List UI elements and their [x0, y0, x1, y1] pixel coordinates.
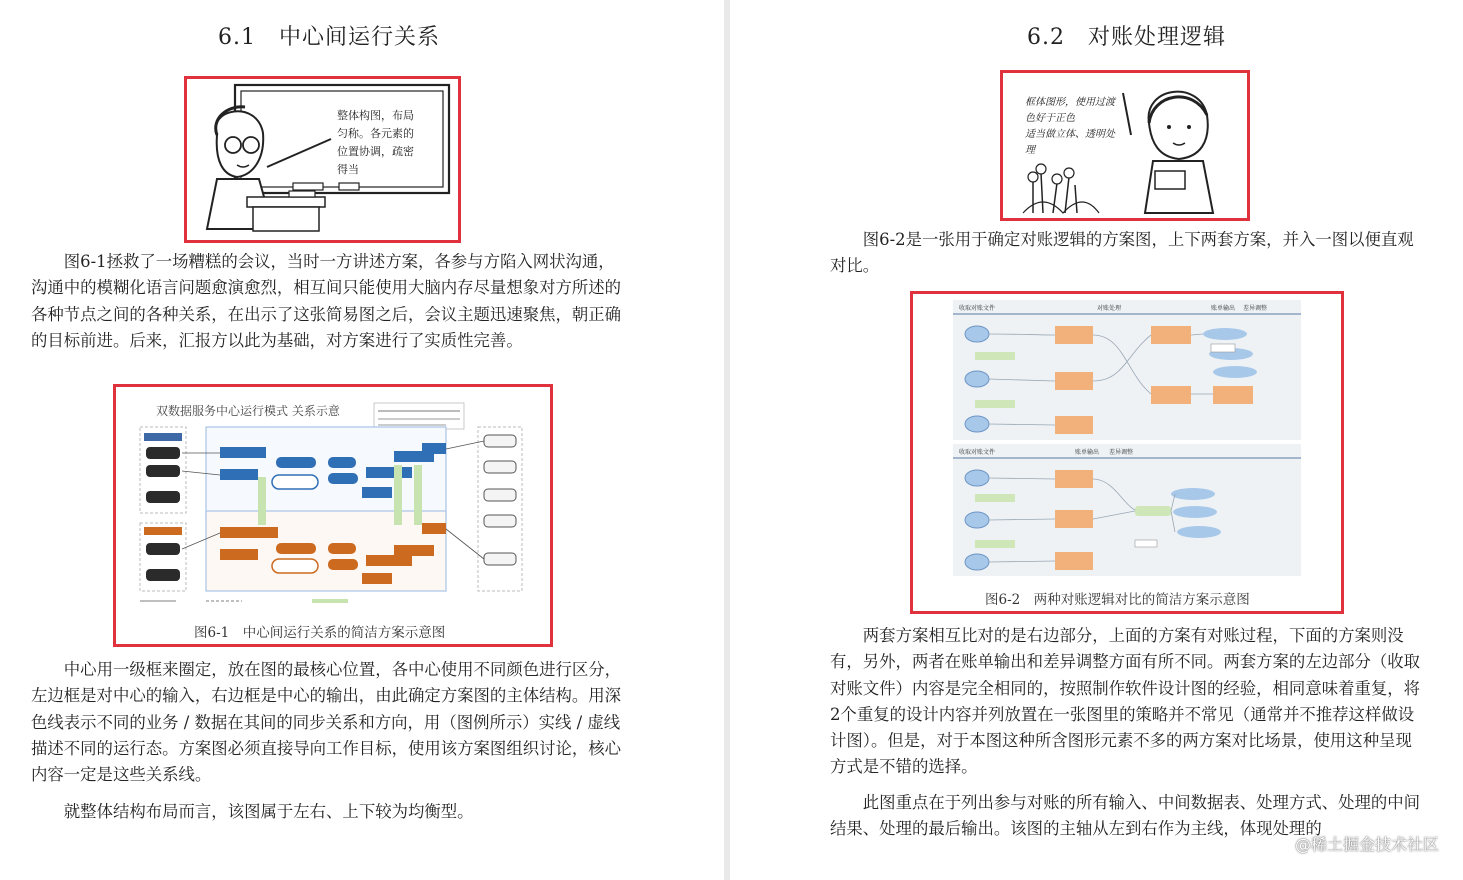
paragraph-4: 图6-2是一张用于确定对账逻辑的方案图，上下两套方案，并入一图以便直观对比。: [830, 230, 1414, 276]
bottom-header-1: 收取对账文件: [959, 449, 996, 456]
figure-6-2-diagram: [913, 294, 1341, 584]
top-header-3: 账单输出: [1211, 305, 1236, 312]
section-heading-6-1: 6.1 中心间运行关系: [218, 25, 440, 50]
bottom-header-2: 账单输出: [1075, 449, 1100, 456]
figure-6-2-frame: [910, 291, 1344, 614]
right-page: [730, 0, 1463, 880]
paragraph-2: 中心用一级框来圈定，放在图的最核心位置，各中心使用不同颜色进行区分，左边框是对中心的输入，右边框是中心的输出，由此确定方案图的主体结构。用深色线表示不同的业务 / 数据在其间的同步关系和方向，用（图例所示）实线 / 虚线描述不同的运行态。方案图必须直接导向工作目标，使用该方案图组织讨论，核心内容一定是这些关系线。: [31, 660, 622, 785]
top-header-2: 对账处理: [1097, 305, 1122, 312]
left-page: [0, 0, 724, 880]
paragraph-1: 图6-1拯救了一场糟糕的会议，当时一方讲述方案，各参与方陷入网状沟通，沟通中的模糊化语言问题愈演愈烈，相互间只能使用大脑内存尽量想象对方所述的各种节点之间的各种关系，在出示了这张简易图之后，会议主题迅速聚焦，朝正确的目标前进。后来，汇报方以此为基础，对方案进行了实质性完善。: [31, 252, 622, 350]
note-line-3: 位置协调，疏密: [337, 145, 414, 158]
teacher-illustration-2: [1003, 73, 1247, 218]
figure-6-1-diagram: [116, 387, 550, 609]
section-heading-6-2: 6.2 对账处理逻辑: [1027, 25, 1226, 50]
bottom-header-3: 差异调整: [1109, 449, 1134, 456]
note-line-1: 整体构图，布局: [337, 109, 414, 122]
note2-line-4: 理: [1025, 145, 1035, 156]
figure-6-2-caption: 图6-2 两种对账逻辑对比的简洁方案示意图: [985, 592, 1250, 608]
figure-6-1-title: 双数据服务中心运行模式 关系示意: [156, 404, 340, 418]
top-header-4: 差异调整: [1243, 305, 1268, 312]
paragraph-5: 两套方案相互比对的是右边部分，上面的方案有对账过程，下面的方案则没有，另外，两者在账单输出和差异调整方面有所不同。两套方案的左边部分（收取对账文件）内容是完全相同的，按照制作软件设计图的经验，相同意味着重复，将2个重复的设计内容并列放置在一张图里的策略并不常见（通常并不推荐这样做设计图）。但是，对于本图这种所含图形元素不多的两方案对比场景，使用这种呈现方式是不错的选择。: [830, 626, 1421, 777]
teacher-illustration-frame: [184, 76, 461, 243]
watermark: @稀土掘金技术社区: [1294, 835, 1439, 854]
paragraph-6: 此图重点在于列出参与对账的所有输入、中间数据表、处理方式、处理的中间结果、处理的最后输出。该图的主轴从左到右作为主线，体现处理的: [830, 793, 1421, 839]
teacher-illustration: [187, 79, 458, 240]
teacher-illustration-2-frame: [1000, 70, 1250, 221]
note2-line-1: 框体图形，使用过渡: [1025, 97, 1115, 108]
figure-6-1-caption: 图6-1 中心间运行关系的简洁方案示意图: [194, 625, 446, 641]
note2-line-2: 色好于正色: [1025, 113, 1075, 124]
top-header-1: 收取对账文件: [959, 305, 996, 312]
note-line-4: 得当: [337, 163, 359, 176]
note-line-2: 匀称。各元素的: [337, 127, 414, 140]
note2-line-3: 适当做立体、透明处: [1025, 129, 1115, 140]
paragraph-3: 就整体结构布局而言，该图属于左右、上下较为均衡型。: [63, 802, 474, 821]
figure-6-1-frame: [113, 384, 553, 647]
